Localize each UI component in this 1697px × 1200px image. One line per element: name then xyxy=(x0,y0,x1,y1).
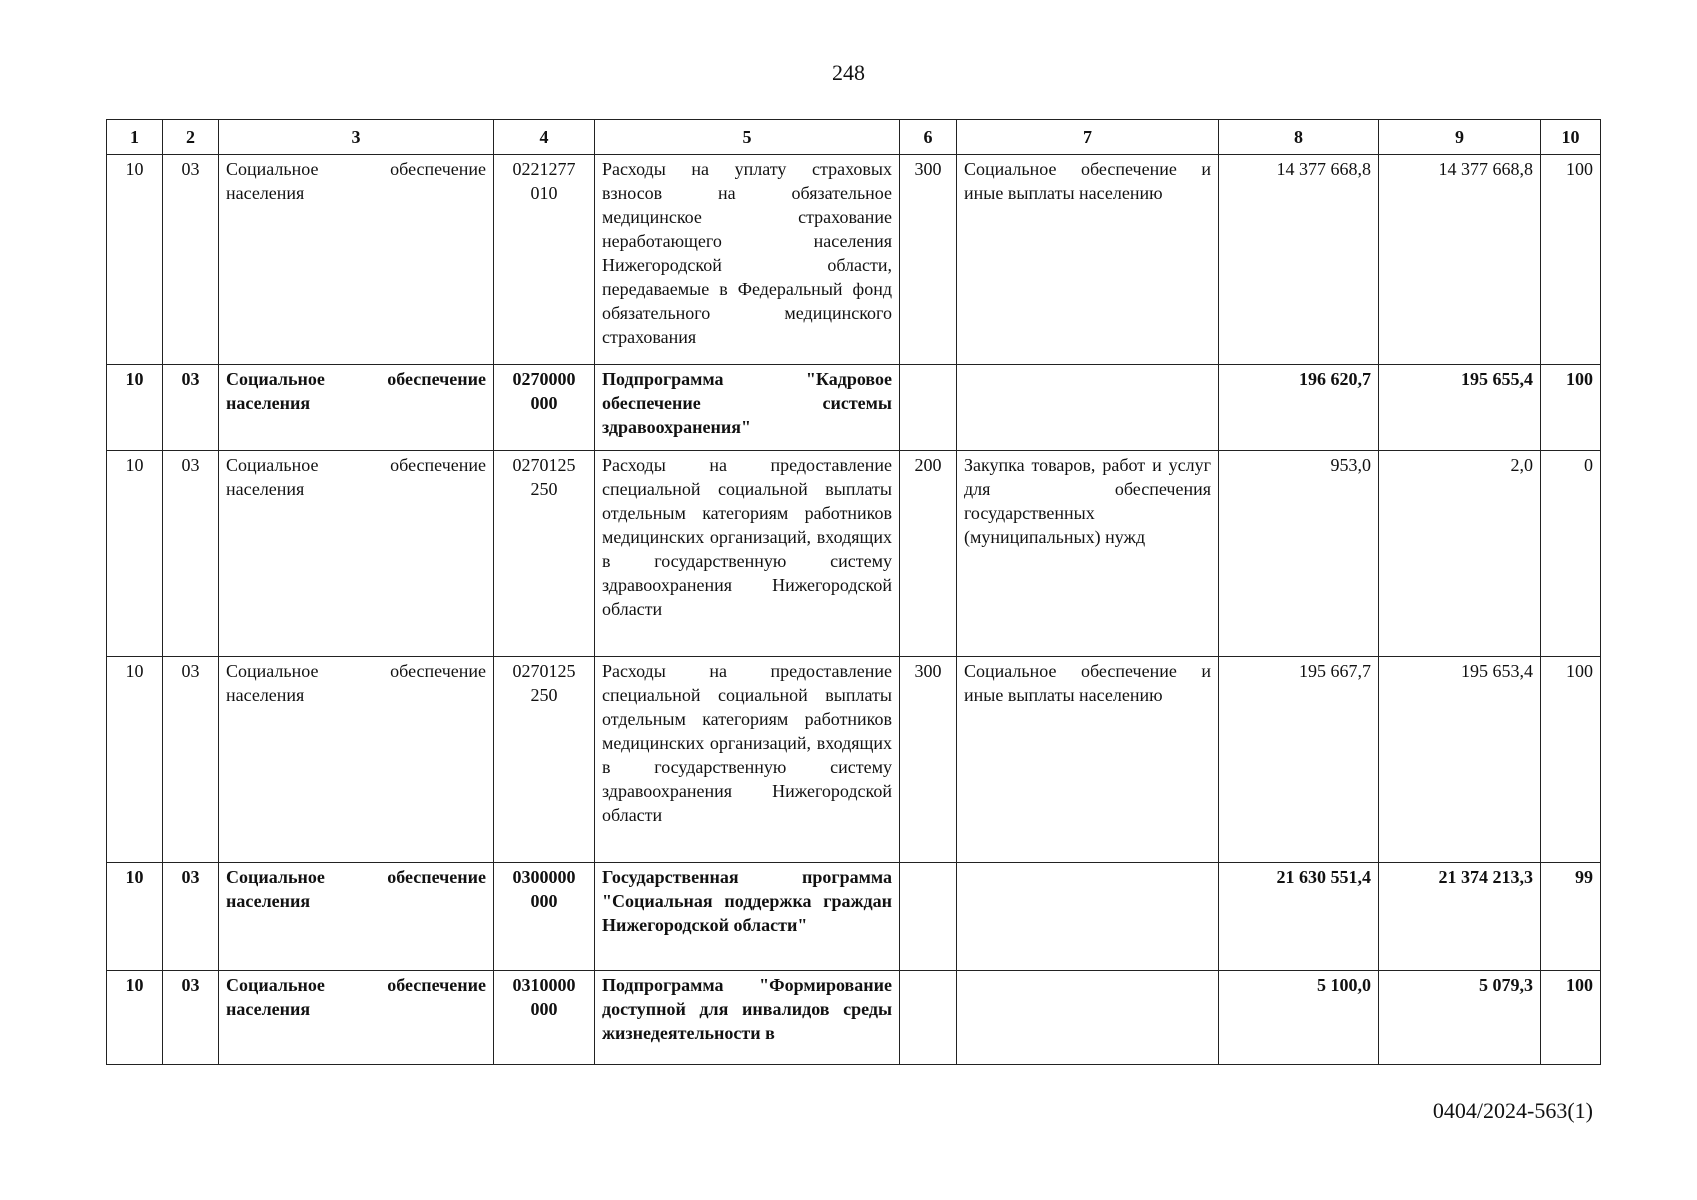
column-header: 9 xyxy=(1379,120,1541,155)
executed-amount: 195 655,4 xyxy=(1379,365,1541,451)
execution-percent: 100 xyxy=(1541,971,1601,1065)
executed-amount: 2,0 xyxy=(1379,451,1541,657)
expense-type-code xyxy=(900,365,957,451)
expense-type-code xyxy=(900,971,957,1065)
section-code: 10 xyxy=(107,365,163,451)
column-header: 8 xyxy=(1219,120,1379,155)
expense-type-name: Социальное обеспечение и иные выплаты населению xyxy=(957,657,1219,863)
column-header: 10 xyxy=(1541,120,1601,155)
section-name: Социальное обеспечение населения xyxy=(219,863,494,971)
document-code: 0404/2024-563(1) xyxy=(1432,1098,1593,1123)
section-code: 10 xyxy=(107,657,163,863)
subsection-code: 03 xyxy=(163,451,219,657)
table-row xyxy=(107,863,1601,971)
table-row xyxy=(107,971,1601,1065)
target-article-code: 0270000 000 xyxy=(494,365,595,451)
section-name: Социальное обеспечение населения xyxy=(219,155,494,365)
section-code: 10 xyxy=(107,971,163,1065)
subsection-code: 03 xyxy=(163,657,219,863)
target-article-code: 0300000 000 xyxy=(494,863,595,971)
approved-amount: 195 667,7 xyxy=(1219,657,1379,863)
expense-type-code: 300 xyxy=(900,657,957,863)
target-article-code: 0221277 010 xyxy=(494,155,595,365)
expense-type-code xyxy=(900,863,957,971)
execution-percent: 99 xyxy=(1541,863,1601,971)
table-row xyxy=(107,657,1601,863)
executed-amount: 195 653,4 xyxy=(1379,657,1541,863)
column-header: 5 xyxy=(595,120,900,155)
article-name: Подпрограмма "Формирование доступной для инвалидов среды жизнедеятельности в xyxy=(595,971,900,1065)
header-row xyxy=(107,120,1601,155)
expense-type-code: 300 xyxy=(900,155,957,365)
approved-amount: 21 630 551,4 xyxy=(1219,863,1379,971)
section-name: Социальное обеспечение населения xyxy=(219,451,494,657)
table-row xyxy=(107,365,1601,451)
execution-percent: 100 xyxy=(1541,365,1601,451)
target-article-code: 0270125 250 xyxy=(494,657,595,863)
executed-amount: 14 377 668,8 xyxy=(1379,155,1541,365)
column-header: 2 xyxy=(163,120,219,155)
executed-amount: 5 079,3 xyxy=(1379,971,1541,1065)
section-code: 10 xyxy=(107,155,163,365)
column-header: 3 xyxy=(219,120,494,155)
expense-type-code: 200 xyxy=(900,451,957,657)
section-name: Социальное обеспечение населения xyxy=(219,971,494,1065)
execution-percent: 100 xyxy=(1541,155,1601,365)
target-article-code: 0270125 250 xyxy=(494,451,595,657)
expense-type-name: Социальное обеспечение и иные выплаты населению xyxy=(957,155,1219,365)
execution-percent: 100 xyxy=(1541,657,1601,863)
expense-type-name xyxy=(957,971,1219,1065)
subsection-code: 03 xyxy=(163,971,219,1065)
column-header: 6 xyxy=(900,120,957,155)
expense-type-name: Закупка товаров, работ и услуг для обеспечения государственных (муниципальных) нужд xyxy=(957,451,1219,657)
article-name: Расходы на предоставление специальной социальной выплаты отдельным категориям работников медицинских организаций, входящих в государственную систему здравоохранения Нижегородской области xyxy=(595,657,900,863)
article-name: Расходы на предоставление специальной социальной выплаты отдельным категориям работников медицинских организаций, входящих в государственную систему здравоохранения Нижегородской области xyxy=(595,451,900,657)
section-name: Социальное обеспечение населения xyxy=(219,365,494,451)
column-header: 4 xyxy=(494,120,595,155)
column-header: 1 xyxy=(107,120,163,155)
subsection-code: 03 xyxy=(163,155,219,365)
target-article-code: 0310000 000 xyxy=(494,971,595,1065)
executed-amount: 21 374 213,3 xyxy=(1379,863,1541,971)
article-name: Подпрограмма "Кадровое обеспечение системы здравоохранения" xyxy=(595,365,900,451)
approved-amount: 5 100,0 xyxy=(1219,971,1379,1065)
expense-type-name xyxy=(957,365,1219,451)
section-code: 10 xyxy=(107,863,163,971)
approved-amount: 14 377 668,8 xyxy=(1219,155,1379,365)
article-name: Расходы на уплату страховых взносов на обязательное медицинское страхование неработающего населения Нижегородской области, передаваемые в Федеральный фонд обязательного медицинского страхования xyxy=(595,155,900,365)
section-name: Социальное обеспечение населения xyxy=(219,657,494,863)
table-row xyxy=(107,451,1601,657)
expense-type-name xyxy=(957,863,1219,971)
approved-amount: 953,0 xyxy=(1219,451,1379,657)
page-number: 248 xyxy=(832,60,865,85)
subsection-code: 03 xyxy=(163,863,219,971)
section-code: 10 xyxy=(107,451,163,657)
approved-amount: 196 620,7 xyxy=(1219,365,1379,451)
budget-table xyxy=(106,119,1601,1065)
column-header: 7 xyxy=(957,120,1219,155)
subsection-code: 03 xyxy=(163,365,219,451)
table-row xyxy=(107,155,1601,365)
article-name: Государственная программа "Социальная поддержка граждан Нижегородской области" xyxy=(595,863,900,971)
execution-percent: 0 xyxy=(1541,451,1601,657)
